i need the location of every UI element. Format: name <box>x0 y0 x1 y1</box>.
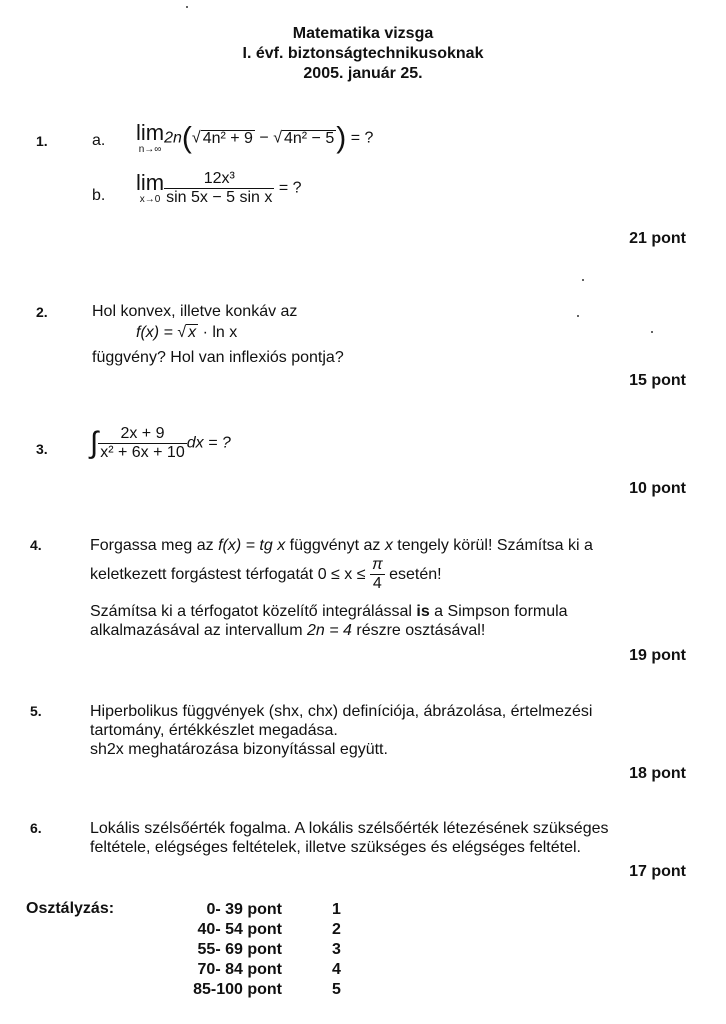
problem-text: függvény? Hol van inflexiós pontja? <box>92 349 344 366</box>
grading-label: Osztályzás: <box>26 900 115 917</box>
limit-operator: lim n→∞ <box>136 120 165 155</box>
part-label: b. <box>92 187 106 204</box>
grading-row: 40- 54 pont 2 <box>197 921 341 938</box>
fraction: $\frac{\pi}{4}$ <box>371 556 383 592</box>
problem-number: 3. <box>36 441 48 457</box>
coefficient: 2n <box>164 129 182 147</box>
problem-number: 6. <box>30 820 42 836</box>
fraction: $\frac{\text{12x³}}{\text{sin 5x − 5 sin x}}$ <box>166 170 273 206</box>
problem-number: 1. <box>36 133 48 149</box>
exam-date: 2005. január 25. <box>303 65 423 82</box>
problem-text: keletkezett forgástest térfogatát 0 ≤ x ≤ $\frac{\pi}{4}$ esetén! <box>90 556 442 592</box>
function-formula: f(x) = √ x · ln x <box>136 324 238 341</box>
problem-text: tartomány, értékkészlet megadása. <box>90 722 338 739</box>
scan-speck <box>582 279 584 281</box>
sqrt-term-2: 4n² − 5 <box>283 129 335 147</box>
problem-number: 4. <box>30 537 42 553</box>
problem-number: 5. <box>30 703 42 719</box>
integral-sign: ∫ <box>90 426 99 460</box>
integral-expression: ∫ $\frac{2x + 9}{\text{x² + 6x + 10}}$ dx = ? <box>90 425 231 461</box>
scan-speck <box>651 331 653 333</box>
points: 10 pont <box>629 480 686 497</box>
scan-speck <box>577 315 579 317</box>
limit-expression-a: lim n→∞ 2n(√ 4n² + 9 − √ 4n² − 5) = ? <box>136 120 374 155</box>
points: 17 pont <box>629 863 686 880</box>
problem-text: Hiperbolikus függvények (shx, chx) definíciója, ábrázolása, értelmezési <box>90 703 593 720</box>
points: 18 pont <box>629 765 686 782</box>
scan-speck <box>186 6 188 8</box>
sqrt-term-1: 4n² + 9 <box>202 129 253 147</box>
exam-subtitle: I. évf. biztonságtechnikusoknak <box>242 45 484 62</box>
problem-text: feltétele, elégséges feltételek, illetve szükséges és elégséges feltétel. <box>90 839 581 856</box>
grading-table <box>170 900 341 1000</box>
grading-row: 0- 39 pont 1 <box>206 901 341 918</box>
problem-text: Lokális szélsőérték fogalma. A lokális szélsőérték létezésének szükséges <box>90 820 609 837</box>
points: 15 pont <box>629 372 686 389</box>
limit-expression-b: lim x→0 $\frac{\text{12x³}}{\text{sin 5x − 5 sin x}}$ = ? <box>136 170 302 206</box>
grading-row: 85-100 pont 5 <box>193 981 341 998</box>
problem-number: 2. <box>36 304 48 320</box>
grading-row: 55- 69 pont 3 <box>197 941 341 958</box>
points: 21 pont <box>629 230 686 247</box>
limit-operator: lim x→0 <box>136 170 165 205</box>
exam-title: Matematika vizsga <box>292 25 434 42</box>
problem-text: Számítsa ki a térfogatot közelítő integrálással is a Simpson formula <box>90 603 568 620</box>
fraction: $\frac{2x + 9}{\text{x² + 6x + 10}}$ <box>100 425 185 461</box>
grading-row: 70- 84 pont 4 <box>197 961 341 978</box>
problem-text: Forgassa meg az f(x) = tg x függvényt az x tengely körül! Számítsa ki a <box>90 537 593 554</box>
points: 19 pont <box>629 647 686 664</box>
problem-text: alkalmazásával az intervallum 2n = 4 részre osztásával! <box>90 622 486 639</box>
part-label: a. <box>92 132 106 149</box>
problem-text: Hol konvex, illetve konkáv az <box>92 303 298 320</box>
problem-text: sh2x meghatározása bizonyítással együtt. <box>90 741 388 758</box>
